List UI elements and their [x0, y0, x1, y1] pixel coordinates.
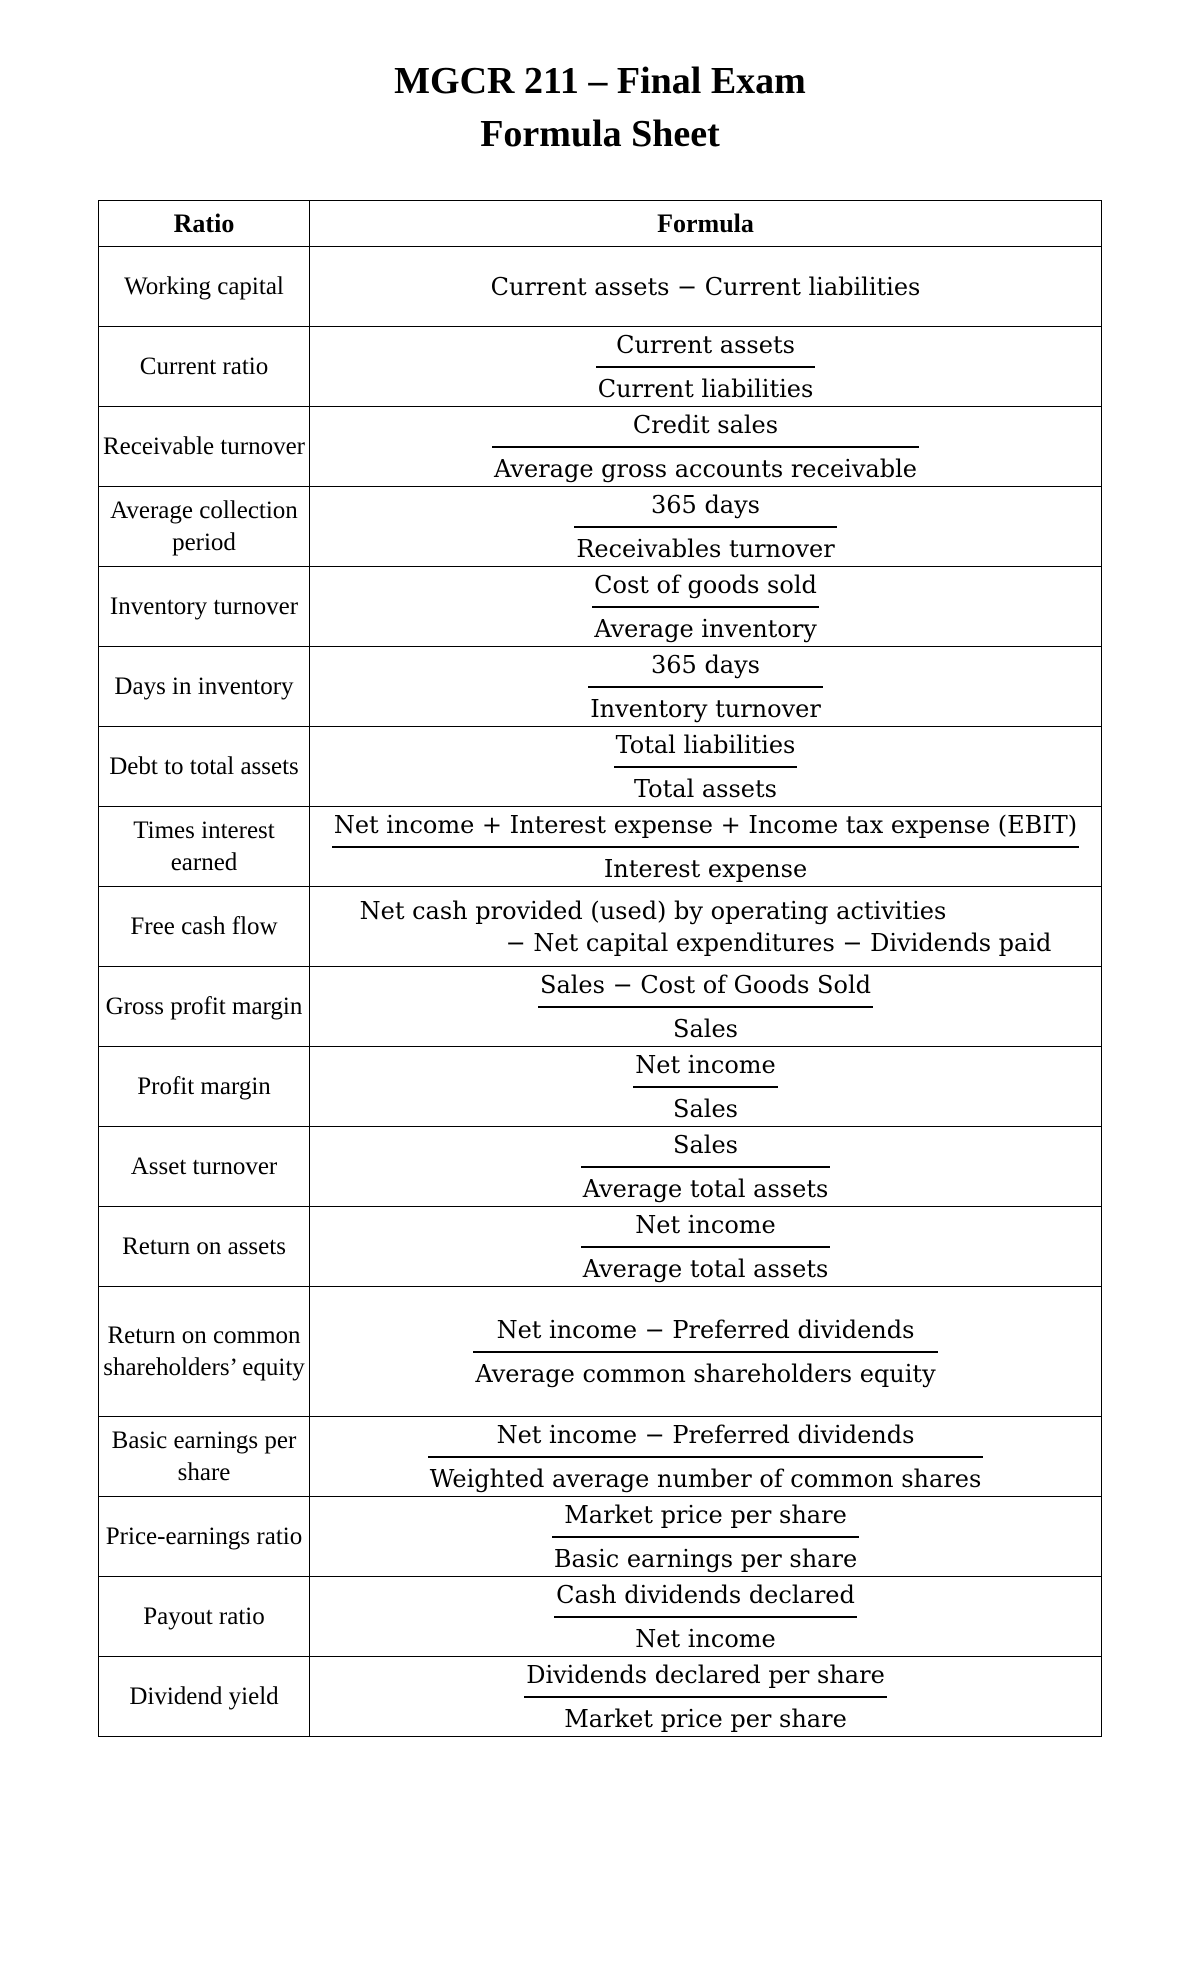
ratio-name: Receivable turnover: [99, 407, 310, 487]
denominator: Sales: [673, 1094, 738, 1123]
numerator: Sales − Cost of Goods Sold: [538, 970, 873, 1008]
formula-line-1: Net cash provided (used) by operating activities: [359, 896, 947, 925]
ratio-name: Payout ratio: [99, 1577, 310, 1657]
numerator: Net income: [581, 1210, 831, 1248]
denominator: Average common shareholders equity: [475, 1359, 936, 1388]
table-row: [99, 1417, 1102, 1497]
denominator: Average total assets: [582, 1254, 829, 1283]
formula-cell: [310, 247, 1102, 327]
formula-cell: [310, 967, 1102, 1047]
fraction: [538, 970, 873, 1044]
formula-cell: [310, 1497, 1102, 1577]
fraction: [524, 1660, 887, 1734]
fraction: [614, 730, 798, 804]
denominator: Inventory turnover: [590, 694, 821, 723]
fraction: [552, 1500, 859, 1574]
formula-text: Current assets − Current liabilities: [490, 272, 921, 301]
formula-cell: [310, 1577, 1102, 1657]
denominator: Total assets: [634, 774, 777, 803]
formula-cell: [310, 727, 1102, 807]
formula-cell: [310, 1657, 1102, 1737]
ratio-name: Price-earnings ratio: [99, 1497, 310, 1577]
formula-cell: [310, 487, 1102, 567]
table-row: [99, 1127, 1102, 1207]
table-row: [99, 567, 1102, 647]
numerator: Credit sales: [492, 410, 919, 448]
fraction: [554, 1580, 857, 1654]
denominator: Interest expense: [603, 854, 808, 883]
numerator: Net income − Preferred dividends: [473, 1315, 937, 1353]
fraction: [581, 1210, 831, 1284]
denominator: Basic earnings per share: [553, 1544, 858, 1573]
formula-cell: [310, 1127, 1102, 1207]
denominator: Receivables turnover: [576, 534, 835, 563]
denominator: Weighted average number of common shares: [429, 1464, 982, 1493]
ratio-name: Basic earnings per share: [99, 1417, 310, 1497]
numerator: Cash dividends declared: [554, 1580, 857, 1618]
denominator: Net income: [635, 1624, 776, 1653]
exam-title: MGCR 211 – Final Exam: [394, 60, 806, 102]
table-row: [99, 727, 1102, 807]
fraction: [492, 410, 919, 484]
fraction: [592, 570, 819, 644]
ratio-name: Inventory turnover: [99, 567, 310, 647]
fraction: [596, 330, 816, 404]
header-formula: Formula: [310, 201, 1102, 247]
ratio-name: Gross profit margin: [99, 967, 310, 1047]
table-row: [99, 967, 1102, 1047]
free-cash-flow-formula: [360, 895, 1052, 959]
table-row: [99, 247, 1102, 327]
formula-line-2: − Net capital expenditures − Dividends paid: [505, 928, 1052, 957]
fraction: [588, 650, 823, 724]
numerator: Sales: [581, 1130, 831, 1168]
ratio-name: Return on common shareholders’ equity: [99, 1287, 310, 1417]
fraction: [574, 490, 836, 564]
formula-cell: [310, 1287, 1102, 1417]
table-row: [99, 1047, 1102, 1127]
table-row: [99, 1207, 1102, 1287]
fraction: [633, 1050, 777, 1124]
table-row: [99, 1657, 1102, 1737]
denominator: Average total assets: [582, 1174, 829, 1203]
sheet-subtitle: Formula Sheet: [480, 113, 720, 155]
table-row: [99, 887, 1102, 967]
formula-table: [98, 200, 1102, 1737]
ratio-name: Working capital: [99, 247, 310, 327]
ratio-name: Return on assets: [99, 1207, 310, 1287]
formula-cell: [310, 1417, 1102, 1497]
formula-cell: [310, 647, 1102, 727]
denominator: Current liabilities: [597, 374, 814, 403]
numerator: Net income − Preferred dividends: [428, 1420, 984, 1458]
ratio-name: Current ratio: [99, 327, 310, 407]
ratio-name: Debt to total assets: [99, 727, 310, 807]
ratio-name: Times interest earned: [99, 807, 310, 887]
denominator: Market price per share: [564, 1704, 847, 1733]
denominator: Sales: [673, 1014, 738, 1043]
table-row: [99, 1287, 1102, 1417]
table-row: [99, 327, 1102, 407]
ratio-name: Free cash flow: [99, 887, 310, 967]
header-ratio: Ratio: [99, 201, 310, 247]
table-row: [99, 407, 1102, 487]
ratio-name: Dividend yield: [99, 1657, 310, 1737]
table-row: [99, 807, 1102, 887]
fraction: [428, 1420, 984, 1494]
numerator: Net income: [633, 1050, 777, 1088]
table-row: [99, 1497, 1102, 1577]
formula-cell: [310, 887, 1102, 967]
ratio-name: Average collection period: [99, 487, 310, 567]
formula-cell: [310, 1207, 1102, 1287]
numerator: 365 days: [574, 490, 836, 528]
numerator: Dividends declared per share: [524, 1660, 887, 1698]
numerator: Cost of goods sold: [592, 570, 819, 608]
denominator: Average inventory: [594, 614, 817, 643]
table-row: [99, 1577, 1102, 1657]
denominator: Average gross accounts receivable: [494, 454, 917, 483]
formula-cell: [310, 807, 1102, 887]
table-header-row: [99, 201, 1102, 247]
fraction: [581, 1130, 831, 1204]
formula-cell: [310, 567, 1102, 647]
table-row: [99, 647, 1102, 727]
fraction: [473, 1315, 937, 1389]
numerator: 365 days: [588, 650, 823, 688]
numerator: Current assets: [596, 330, 816, 368]
numerator: Net income + Interest expense + Income tax expense (EBIT): [332, 810, 1079, 848]
ratio-name: Asset turnover: [99, 1127, 310, 1207]
numerator: Total liabilities: [614, 730, 798, 768]
numerator: Market price per share: [552, 1500, 859, 1538]
table-row: [99, 487, 1102, 567]
formula-cell: [310, 327, 1102, 407]
formula-cell: [310, 407, 1102, 487]
fraction: [332, 810, 1079, 884]
formula-cell: [310, 1047, 1102, 1127]
ratio-name: Days in inventory: [99, 647, 310, 727]
ratio-name: Profit margin: [99, 1047, 310, 1127]
